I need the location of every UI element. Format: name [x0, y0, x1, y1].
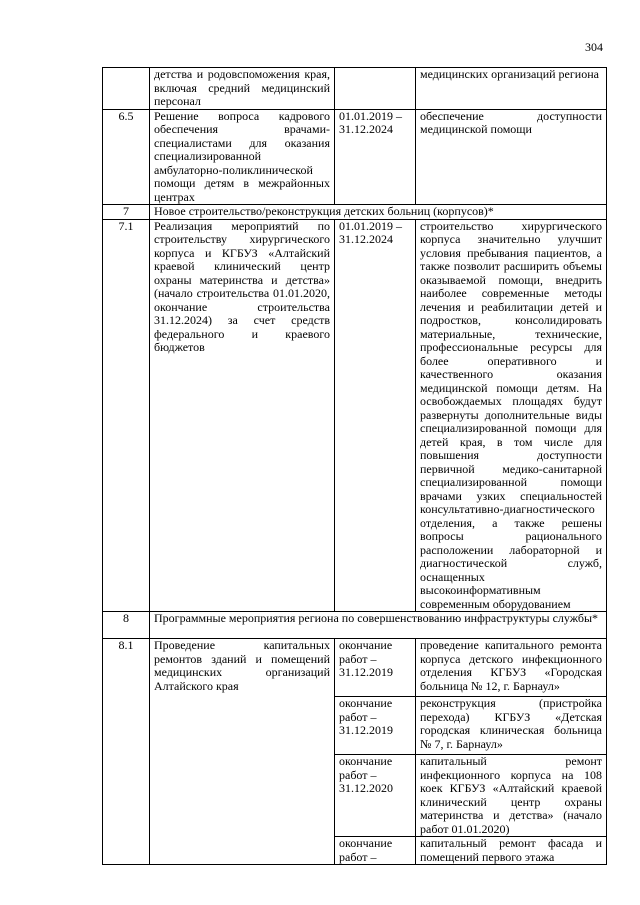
term-cell: окончание работ – 31.12.2019	[335, 639, 416, 697]
result-cell: капитальный ремонт фасада и помещений первого этажа	[416, 837, 607, 865]
section-row	[103, 205, 607, 220]
term-cell	[335, 68, 416, 110]
result-cell: реконструкция (пристройка перехода) КГБУЗ «Детская городская клиническая больница № 7, г. Барнаул»	[416, 697, 607, 755]
table-row	[103, 109, 607, 205]
section-title: Программные мероприятия региона по совершенствованию инфраструктуры службы*	[150, 612, 607, 639]
term-cell: окончание работ –	[335, 837, 416, 865]
section-row	[103, 612, 607, 639]
section-number: 8	[103, 612, 150, 639]
measure-cell: детства и родовспоможения края, включая средний медицинский персонал	[150, 68, 335, 110]
section-title: Новое строительство/реконструкция детских больниц (корпусов)*	[150, 205, 607, 220]
section-number: 7	[103, 205, 150, 220]
result-cell: медицинских организаций региона	[416, 68, 607, 110]
term-cell: 01.01.2019 – 31.12.2024	[335, 219, 416, 612]
measure-cell: Решение вопроса кадрового обеспечения врачами-специалистами для оказания специализированной амбулаторно-поликлинической помощи детям в межрайонных центрах	[150, 109, 335, 205]
measure-cell: Реализация мероприятий по строительству хирургического корпуса и КГБУЗ «Алтайский краевой клинический центр охраны материнства и детства» (начало строительства 01.01.2020, окончание строительства 31.12.2024) за счет средств федерального и краевого бюджетов	[150, 219, 335, 612]
row-number: 7.1	[103, 219, 150, 612]
result-cell: обеспечение доступности медицинской помощи	[416, 109, 607, 205]
table-row	[103, 639, 607, 697]
row-number: 8.1	[103, 639, 150, 865]
table-row	[103, 219, 607, 612]
result-cell: проведение капитального ремонта корпуса детского инфекционного отделения КГБУЗ «Городская больница № 12, г. Барнаул»	[416, 639, 607, 697]
row-number	[103, 68, 150, 110]
table-row	[103, 68, 607, 110]
term-cell: 01.01.2019 – 31.12.2024	[335, 109, 416, 205]
result-cell: капитальный ремонт инфекционного корпуса на 108 коек КГБУЗ «Алтайский краевой клинический центр охраны материнства и детства» (начало работ 01.01.2020)	[416, 755, 607, 837]
term-cell: окончание работ – 31.12.2019	[335, 697, 416, 755]
measures-table	[102, 67, 607, 865]
result-cell: строительство хирургического корпуса значительно улучшит условия пребывания пациентов, а также позволит расширить объемы оказываемой помощи, внедрить наиболее современные методы лечения и реабилитации детей и подростков, консолидировать материальные, технические, профессиональные ресурсы для более оперативного и качественного оказания медицинской помощи детям. На освобождаемых площадях будут развернуты дополнительные виды специализированной помощи для детей края, в том числе для повышения доступности первичной медико-санитарной специализированной помощи врачами узких специальностей консультативно-диагностического отделения, а также решены вопросы рационального расположении лабораторной и диагностической служб, оснащенных высокоинформативным современным оборудованием	[416, 219, 607, 612]
page-number: 304	[585, 40, 603, 54]
row-number: 6.5	[103, 109, 150, 205]
measure-cell: Проведение капитальных ремонтов зданий и помещений медицинских организаций Алтайского края	[150, 639, 335, 865]
term-cell: окончание работ – 31.12.2020	[335, 755, 416, 837]
